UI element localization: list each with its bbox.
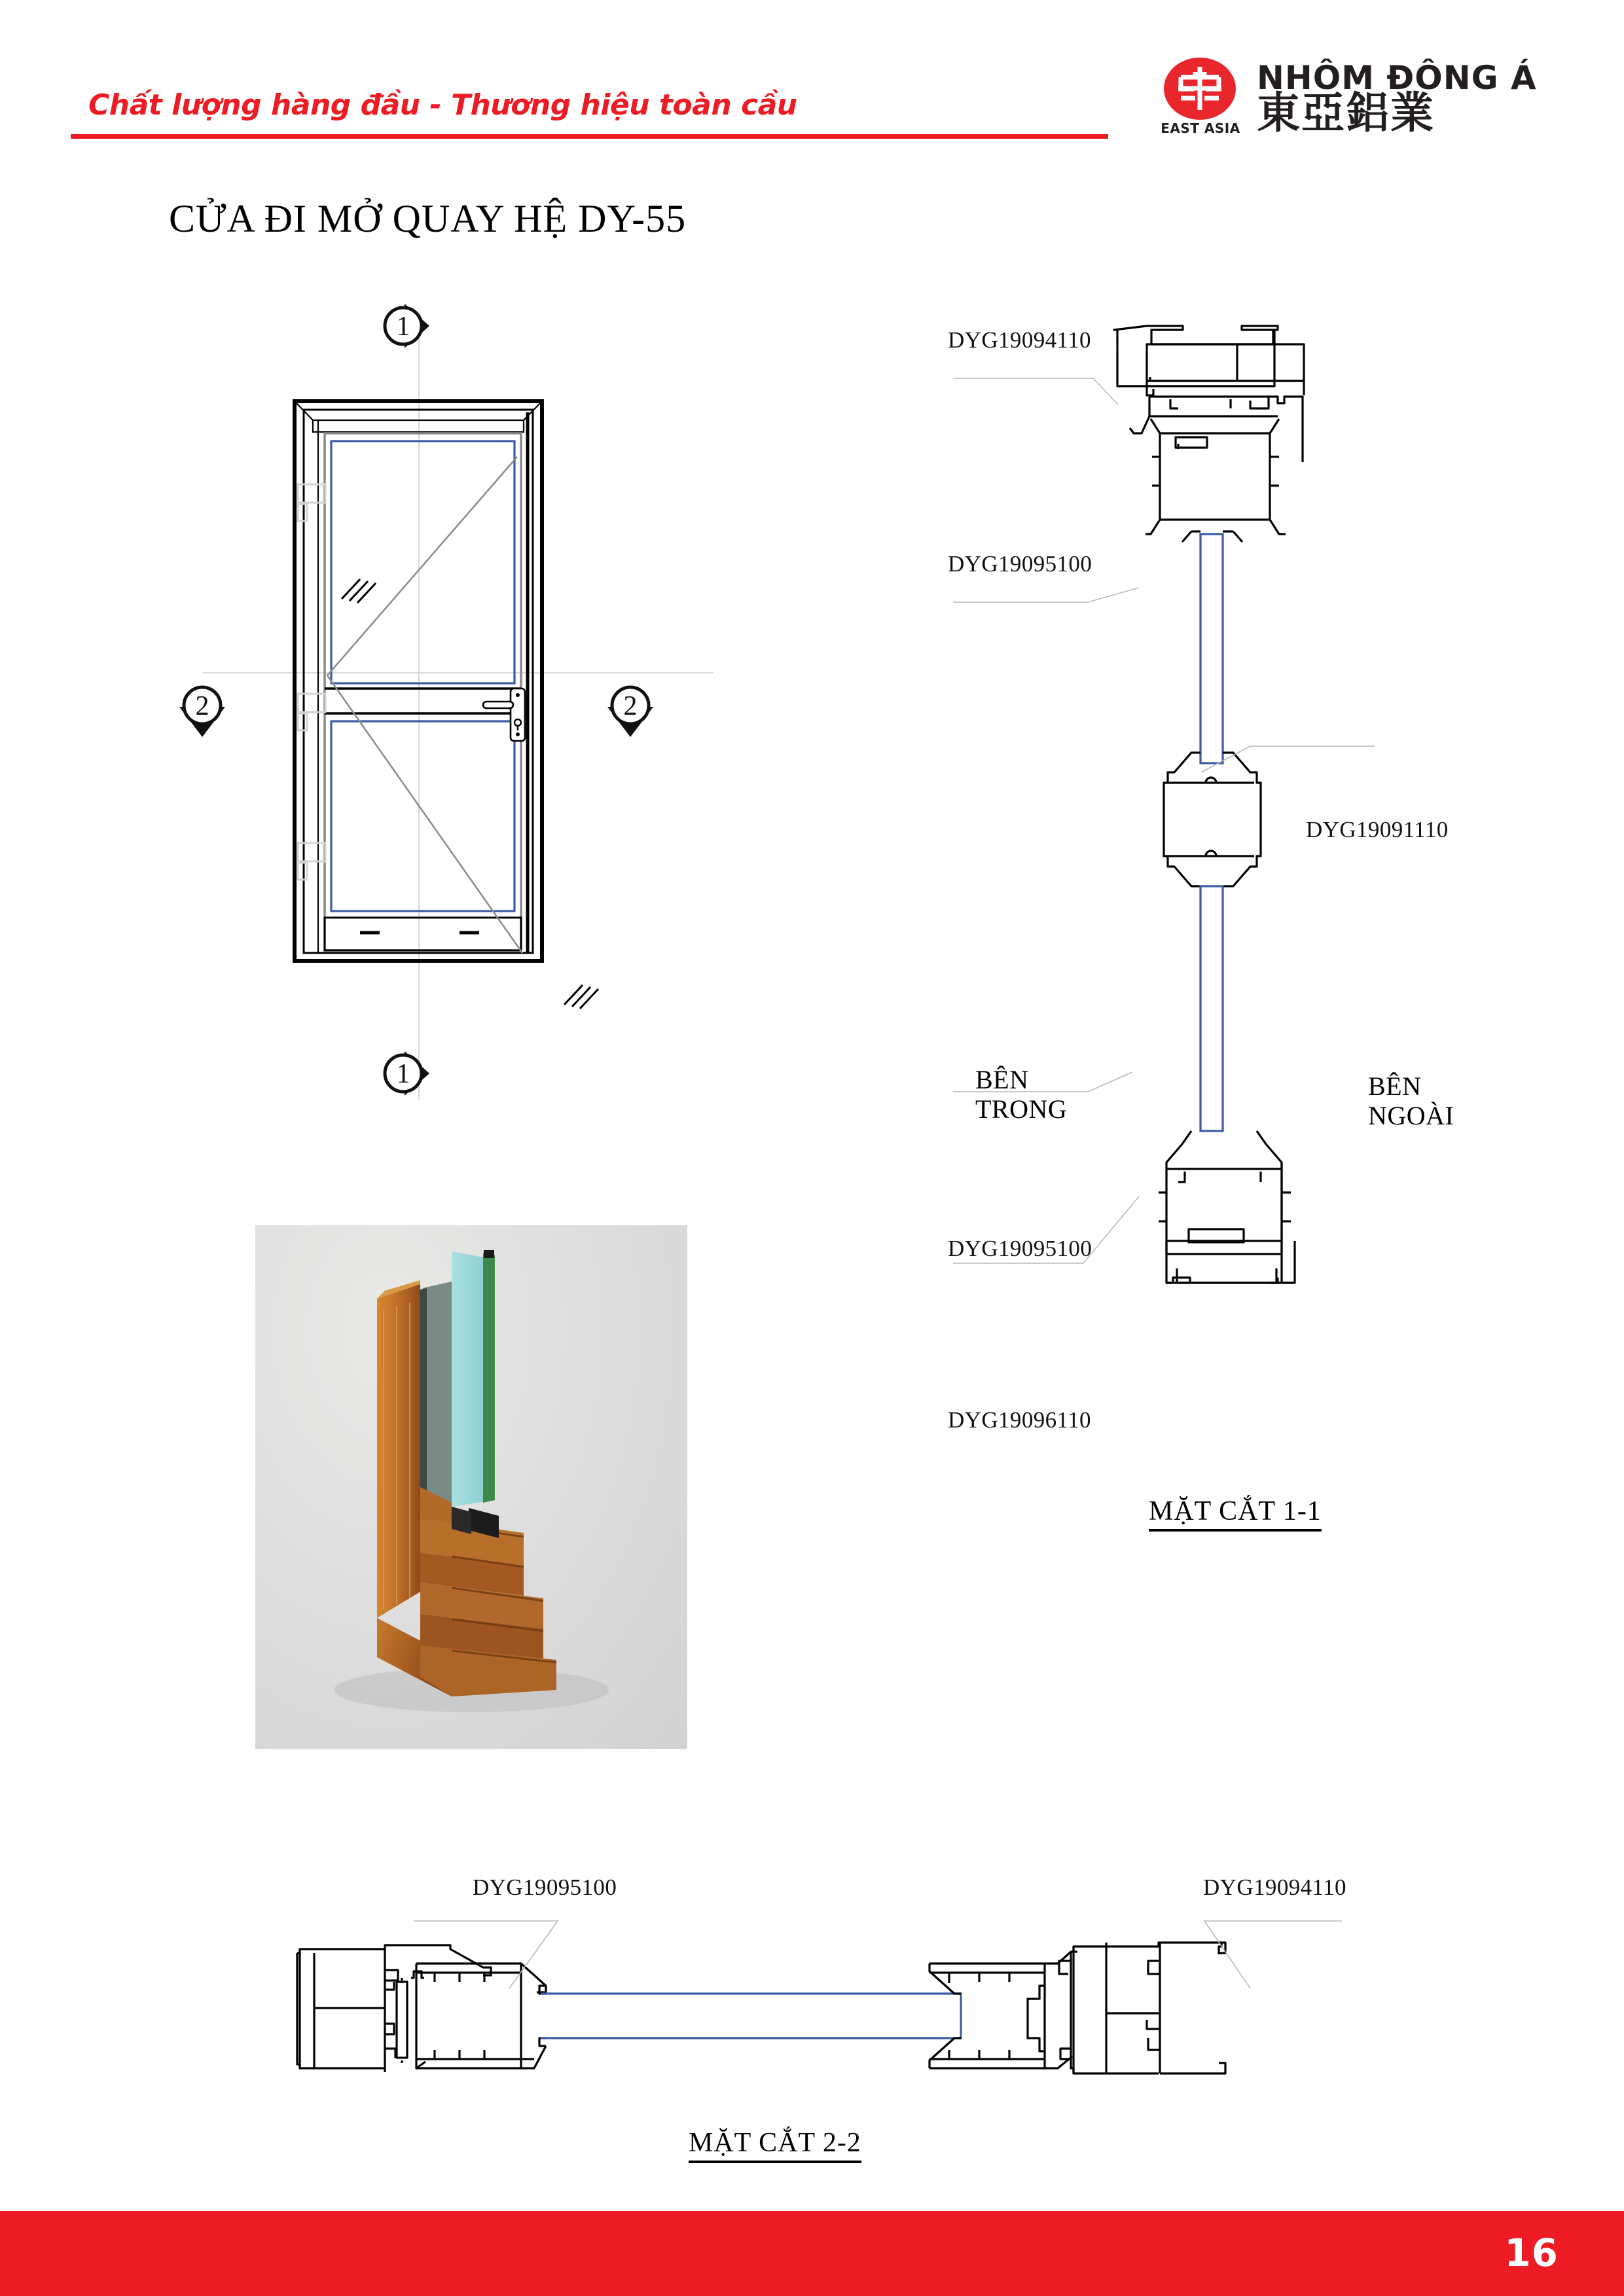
orientation-label-inside [975,1066,1067,1124]
profile-label-dyg19095100-section2: DYG19095100 [473,1874,617,1900]
profile-label-dyg19094110-section2: DYG19094110 [1203,1874,1346,1900]
profile-label-dyg19095100-topsash: DYG19095100 [948,551,1092,577]
profile-label-dyg19095100-bottomsash: DYG19095100 [948,1236,1092,1261]
header-divider-rule [71,134,1108,139]
section-marker-1-bottom [378,1047,435,1103]
section-marker-label: 2 [623,691,638,721]
section-marker-2-right [602,681,659,737]
profile-corner-3d-render [255,1225,687,1749]
page-footer [0,2211,1624,2296]
section-marker-label: 1 [396,312,410,342]
profile-label-dyg19096110-bottomframe: DYG19096110 [948,1407,1091,1433]
door-elevation-drawing [164,288,753,1139]
page-header [0,0,1624,164]
logo-mark-caption: EAST ASIA [1161,120,1240,136]
orientation-label-outside [1368,1072,1454,1131]
orientation-label-inside-line1: BÊN [975,1065,1029,1094]
section-marker-2-left [174,681,230,737]
section-marker-label: 1 [396,1059,410,1089]
page-title: CỬA ĐI MỞ QUAY HỆ DY-55 [169,197,687,240]
section-marker-1-top [378,300,435,356]
logo-brand-vietnamese: NHÔM ĐÔNG Á [1257,59,1537,97]
logo-brand-chinese: 東亞鋁業 [1257,88,1435,138]
section-2-2-caption: MẶT CẮT 2-2 [689,2127,861,2159]
page-number: 16 [1504,2231,1559,2275]
section-marker-label: 2 [195,691,209,721]
orientation-label-inside-line2: TRONG [975,1094,1068,1124]
orientation-label-outside-line1: BÊN [1368,1071,1422,1101]
profile-label-dyg19091110-midrail: DYG19091110 [1306,817,1449,842]
company-logo [1159,58,1537,139]
section-2-2-leaders [406,1885,1348,1990]
orientation-label-outside-line2: NGOÀI [1368,1100,1454,1130]
profile-label-dyg19094110-top: DYG19094110 [948,327,1091,353]
logo-mark [1159,58,1242,139]
logo-emblem-icon [1164,58,1236,120]
header-tagline: Chất lượng hàng đầu - Thương hiệu toàn cầu [88,88,797,122]
section-1-1-caption: MẶT CẮT 1-1 [1149,1496,1322,1527]
